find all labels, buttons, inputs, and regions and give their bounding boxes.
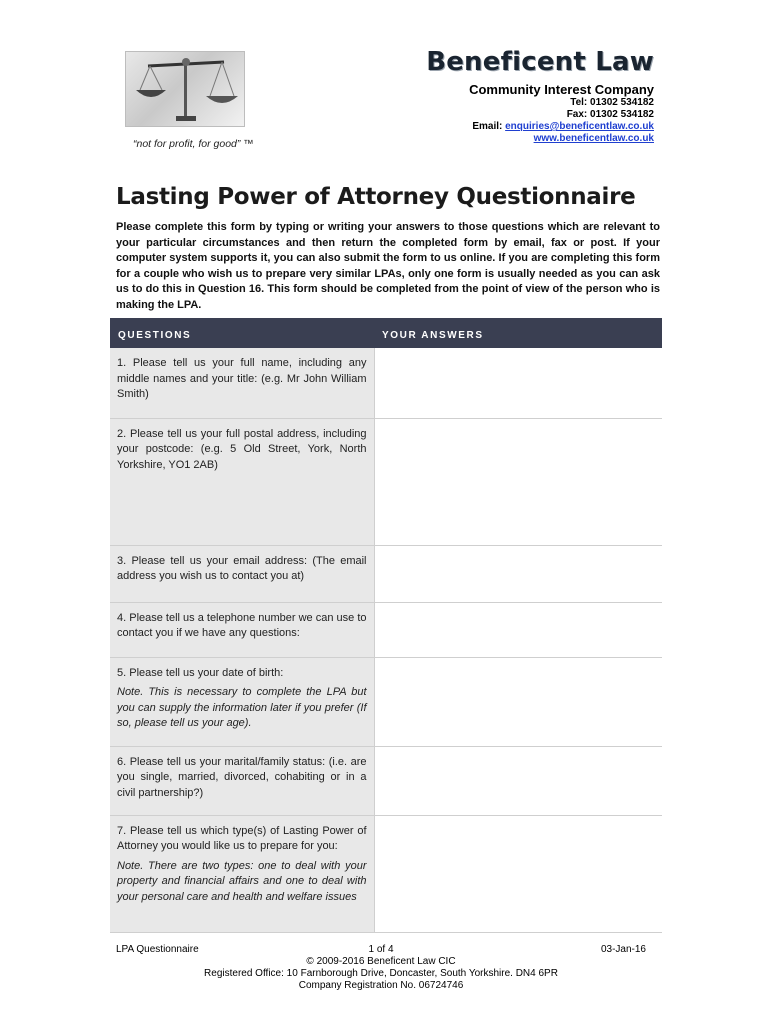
company-header bbox=[426, 46, 654, 145]
footer-date: 03-Jan-16 bbox=[600, 944, 646, 955]
question-text: 4. Please tell us a telephone number we can use to contact you if we have any questions: bbox=[117, 611, 367, 639]
company-type: Community Interest Company bbox=[469, 82, 654, 97]
question-cell bbox=[110, 602, 374, 657]
question-note: Note. This is necessary to complete the LPA but you can supply the information later if you prefer (If so, please tell us your age). bbox=[117, 686, 367, 729]
answer-field[interactable] bbox=[374, 545, 662, 602]
company-motto: “not for profit, for good” ™ bbox=[133, 138, 254, 150]
table-row bbox=[110, 545, 662, 602]
question-note: Note. There are two types: one to deal with your property and financial affairs and one to deal with your personal care and health and welfare issues bbox=[117, 859, 367, 903]
answer-field[interactable] bbox=[374, 657, 662, 746]
table-row bbox=[110, 746, 662, 815]
question-cell bbox=[110, 418, 374, 545]
scales-icon bbox=[126, 52, 245, 127]
intro-paragraph: Please complete this form by typing or writing your answers to those questions which are relevant to your particular circumstances and then return the completed form by email, fax or post. If your computer system supports it, you can also submit the form to us online. If you are completing this form for a couple who wish us to prepare very similar LPAs, only one form is usually needed as you can ask us to do this in Question 16. This form should be completed from the point of view of the person who is making the LPA. bbox=[116, 221, 660, 311]
website-line bbox=[426, 133, 654, 145]
questions-column-header: QUESTIONS bbox=[110, 318, 374, 348]
website-link[interactable]: www.beneficentlaw.co.uk bbox=[533, 133, 654, 144]
answer-field[interactable] bbox=[374, 602, 662, 657]
question-text: 7. Please tell us which type(s) of Lasting Power of Attorney you would like us to prepare for you: bbox=[117, 824, 367, 852]
company-name: Beneficent Law bbox=[426, 47, 654, 77]
email-label: Email: bbox=[472, 121, 506, 132]
table-row bbox=[110, 602, 662, 657]
footer-company-registration: Company Registration No. 06724746 bbox=[298, 980, 464, 991]
footer-top-row bbox=[116, 944, 646, 956]
page-number: 1 of 4 bbox=[368, 944, 394, 955]
question-cell bbox=[110, 545, 374, 602]
question-text: 3. Please tell us your email address: (The email address you wish us to contact you at) bbox=[117, 554, 367, 582]
footer-document-name: LPA Questionnaire bbox=[116, 944, 199, 955]
table-header-row bbox=[110, 318, 662, 348]
table-row bbox=[110, 815, 662, 932]
question-text: 6. Please tell us your marital/family status: (i.e. are you single, married, divorced, cohabiting or in a civil partnership?) bbox=[117, 755, 367, 799]
telephone: Tel: 01302 534182 bbox=[570, 97, 654, 108]
answer-field[interactable] bbox=[374, 418, 662, 545]
answer-field[interactable] bbox=[374, 746, 662, 815]
questionnaire-table bbox=[110, 318, 662, 933]
table-row bbox=[110, 657, 662, 746]
question-cell bbox=[110, 348, 374, 418]
question-text: 2. Please tell us your full postal address, including your postcode: (e.g. 5 Old Street, York, North Yorkshire, YO1 2AB) bbox=[117, 427, 367, 471]
question-cell bbox=[110, 815, 374, 932]
question-text: 1. Please tell us your full name, including any middle names and your title: (e.g. Mr John William Smith) bbox=[117, 357, 367, 400]
answer-field[interactable] bbox=[374, 348, 662, 418]
table-row bbox=[110, 348, 662, 418]
email-link[interactable]: enquiries@beneficentlaw.co.uk bbox=[505, 121, 654, 132]
page-footer bbox=[116, 944, 646, 992]
answers-column-header: YOUR ANSWERS bbox=[374, 318, 662, 348]
document-title: Lasting Power of Attorney Questionnaire bbox=[116, 184, 636, 210]
answer-field[interactable] bbox=[374, 815, 662, 932]
question-text: 5. Please tell us your date of birth: bbox=[117, 666, 284, 679]
fax: Fax: 01302 534182 bbox=[566, 109, 654, 120]
footer-registered-office: Registered Office: 10 Farnborough Drive, Doncaster, South Yorkshire. DN4 6PR bbox=[204, 968, 558, 979]
question-cell bbox=[110, 657, 374, 746]
question-cell bbox=[110, 746, 374, 815]
table-row bbox=[110, 418, 662, 545]
email-line bbox=[426, 121, 654, 133]
scales-of-justice-logo bbox=[125, 51, 245, 127]
footer-copyright: © 2009-2016 Beneficent Law CIC bbox=[306, 956, 456, 967]
